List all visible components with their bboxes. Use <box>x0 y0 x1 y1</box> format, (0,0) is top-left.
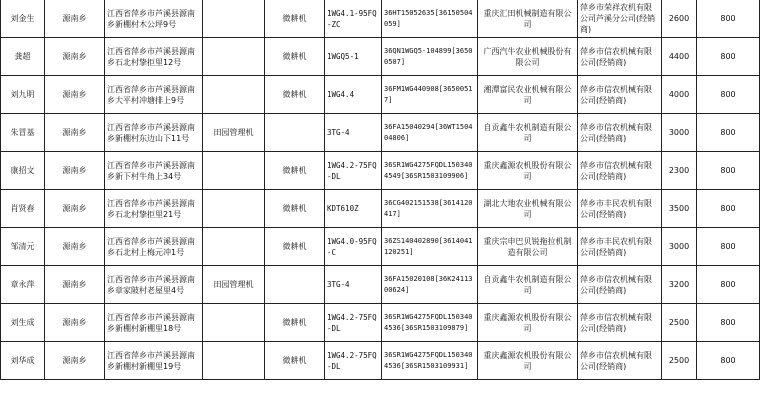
factory-code-cell: 36QN1WGQ5-104899[36500507] <box>382 38 478 76</box>
owner-name-cell: 邹清元 <box>1 228 45 266</box>
address-cell: 江西省萍乡市芦溪县源南乡新棚村木公坪9号 <box>105 0 203 38</box>
producer-cell: 广西汽牛农业机械股份有限公司 <box>478 38 578 76</box>
producer-cell: 重庆鑫源农机股份有限公司 <box>478 304 578 342</box>
producer-cell: 重庆鑫源农机股份有限公司 <box>478 342 578 380</box>
owner-name-cell: 肖贤春 <box>1 190 45 228</box>
address-cell: 江西省萍乡市芦溪县源南乡石北村挚拒里21号 <box>105 190 203 228</box>
price-cell: 3000 <box>662 228 697 266</box>
table-row <box>1 38 760 76</box>
producer-cell: 自贡鑫牛农机制造有限公司 <box>478 114 578 152</box>
category-cell <box>203 190 265 228</box>
price-cell: 2500 <box>662 342 697 380</box>
town-cell: 源南乡 <box>45 76 105 114</box>
factory-code-cell: 36FM1WG440908[36500517] <box>382 76 478 114</box>
item-cell: 微耕机 <box>265 0 325 38</box>
subsidy-cell: 800 <box>697 0 760 38</box>
subsidy-cell: 800 <box>697 304 760 342</box>
town-cell: 源南乡 <box>45 0 105 38</box>
address-cell: 江西省萍乡市芦溪县源南乡新下村牛角上34号 <box>105 152 203 190</box>
category-cell <box>203 152 265 190</box>
owner-name-cell: 刘金生 <box>1 0 45 38</box>
category-cell <box>203 38 265 76</box>
table-row <box>1 228 760 266</box>
item-cell <box>265 266 325 304</box>
owner-name-cell: 章永萍 <box>1 266 45 304</box>
table-row <box>1 76 760 114</box>
table-row <box>1 114 760 152</box>
address-cell: 江西省萍乡市芦溪县源南乡新棚村新棚里19号 <box>105 342 203 380</box>
owner-name-cell: 龚超 <box>1 38 45 76</box>
item-cell: 微耕机 <box>265 76 325 114</box>
subsidy-cell: 800 <box>697 342 760 380</box>
subsidy-cell: 800 <box>697 152 760 190</box>
address-cell: 江西省萍乡市芦溪县源南乡新棚村新棚里18号 <box>105 304 203 342</box>
table-row <box>1 0 760 38</box>
dealer-cell: 萍乡市信农机械有限公司(经销商) <box>578 304 662 342</box>
item-cell <box>265 114 325 152</box>
dealer-cell: 萍乡市信农机械有限公司(经销商) <box>578 76 662 114</box>
model-cell: 1WGQ5-1 <box>325 38 382 76</box>
dealer-cell: 萍乡市荣祥农机有限公司芦溪分公司(经销商) <box>578 0 662 38</box>
item-cell: 微耕机 <box>265 190 325 228</box>
table-row <box>1 152 760 190</box>
factory-code-cell: 36FA15020108[36K2411300624] <box>382 266 478 304</box>
town-cell: 源南乡 <box>45 266 105 304</box>
dealer-cell: 萍乡市信农机械有限公司(经销商) <box>578 342 662 380</box>
dealer-cell: 萍乡市丰民农机有限公司(经销商) <box>578 190 662 228</box>
table-row <box>1 304 760 342</box>
producer-cell: 湖北大地农业机械有限公司 <box>478 190 578 228</box>
price-cell: 3000 <box>662 114 697 152</box>
town-cell: 源南乡 <box>45 228 105 266</box>
address-cell: 江西省萍乡市芦溪县源南乡石北村上梅元冲1号 <box>105 228 203 266</box>
dealer-cell: 萍乡市信农机械有限公司(经销商) <box>578 266 662 304</box>
item-cell: 微耕机 <box>265 342 325 380</box>
dealer-cell: 萍乡市信农机械有限公司(经销商) <box>578 152 662 190</box>
dealer-cell: 萍乡市丰民农机有限公司(经销商) <box>578 228 662 266</box>
producer-cell: 湘潭富民农业机械有限公司 <box>478 76 578 114</box>
table-body <box>1 0 760 380</box>
price-cell: 3500 <box>662 190 697 228</box>
owner-name-cell: 朱冒基 <box>1 114 45 152</box>
producer-cell: 自贡鑫牛农机制造有限公司 <box>478 266 578 304</box>
category-cell <box>203 304 265 342</box>
item-cell: 微耕机 <box>265 304 325 342</box>
town-cell: 源南乡 <box>45 38 105 76</box>
model-cell: 1WG4.2-75FQ-DL <box>325 342 382 380</box>
address-cell: 江西省萍乡市芦溪县源南乡大平村冲塘排上9号 <box>105 76 203 114</box>
model-cell: KDT610Z <box>325 190 382 228</box>
town-cell: 源南乡 <box>45 304 105 342</box>
item-cell: 微耕机 <box>265 38 325 76</box>
owner-name-cell: 刘九明 <box>1 76 45 114</box>
subsidy-cell: 800 <box>697 190 760 228</box>
town-cell: 源南乡 <box>45 152 105 190</box>
model-cell: 3TG-4 <box>325 266 382 304</box>
item-cell: 微耕机 <box>265 152 325 190</box>
table-row <box>1 190 760 228</box>
producer-cell: 重庆鑫源农机股份有限公司 <box>478 152 578 190</box>
producer-cell: 重庆宗申巴贝锐拖拉机制造有限公司 <box>478 228 578 266</box>
price-cell: 3200 <box>662 266 697 304</box>
factory-code-cell: 36CG402151538[3614120417] <box>382 190 478 228</box>
model-cell: 3TG-4 <box>325 114 382 152</box>
subsidy-cell: 800 <box>697 114 760 152</box>
subsidy-cell: 800 <box>697 38 760 76</box>
factory-code-cell: 36SR1WG4275FQDL1503404536[36SR1503109931] <box>382 342 478 380</box>
owner-name-cell: 康招文 <box>1 152 45 190</box>
price-cell: 4400 <box>662 38 697 76</box>
price-cell: 2300 <box>662 152 697 190</box>
address-cell: 江西省萍乡市芦溪县源南乡石北村挚拒里12号 <box>105 38 203 76</box>
model-cell: 1WG4.4 <box>325 76 382 114</box>
address-cell: 江西省萍乡市芦溪县源南乡章家陂村老屋里4号 <box>105 266 203 304</box>
category-cell: 田园管理机 <box>203 114 265 152</box>
town-cell: 源南乡 <box>45 190 105 228</box>
factory-code-cell: 36SR1WG4275FQDL1503404536[36SR1503109879] <box>382 304 478 342</box>
category-cell <box>203 0 265 38</box>
factory-code-cell: 36FA15040294[36WT150404806] <box>382 114 478 152</box>
price-cell: 4000 <box>662 76 697 114</box>
price-cell: 2600 <box>662 0 697 38</box>
subsidy-cell: 800 <box>697 266 760 304</box>
model-cell: 1WG4.1-95FQ-ZC <box>325 0 382 38</box>
dealer-cell: 萍乡市信农机械有限公司(经销商) <box>578 114 662 152</box>
category-cell <box>203 342 265 380</box>
factory-code-cell: 36HT15052635[36150504059] <box>382 0 478 38</box>
category-cell <box>203 76 265 114</box>
category-cell <box>203 228 265 266</box>
town-cell: 源南乡 <box>45 342 105 380</box>
table-row <box>1 266 760 304</box>
model-cell: 1WG4.2-75FQ-DL <box>325 304 382 342</box>
price-cell: 2500 <box>662 304 697 342</box>
item-cell: 微耕机 <box>265 228 325 266</box>
dealer-cell: 萍乡市信农机械有限公司(经销商) <box>578 38 662 76</box>
address-cell: 江西省萍乡市芦溪县源南乡新棚村东边山下11号 <box>105 114 203 152</box>
subsidy-cell: 800 <box>697 76 760 114</box>
town-cell: 源南乡 <box>45 114 105 152</box>
category-cell: 田园管理机 <box>203 266 265 304</box>
table-row <box>1 342 760 380</box>
subsidy-cell: 800 <box>697 228 760 266</box>
owner-name-cell: 刘华成 <box>1 342 45 380</box>
model-cell: 1WG4.2-75FQ-DL <box>325 152 382 190</box>
owner-name-cell: 刘生成 <box>1 304 45 342</box>
factory-code-cell: 36ZS140402890[3614041120251] <box>382 228 478 266</box>
producer-cell: 重庆汇田机械制造有限公司 <box>478 0 578 38</box>
model-cell: 1WG4.0-95FQ-C <box>325 228 382 266</box>
factory-code-cell: 36SR1WG4275FQDL1503404549[36SR1503109906] <box>382 152 478 190</box>
